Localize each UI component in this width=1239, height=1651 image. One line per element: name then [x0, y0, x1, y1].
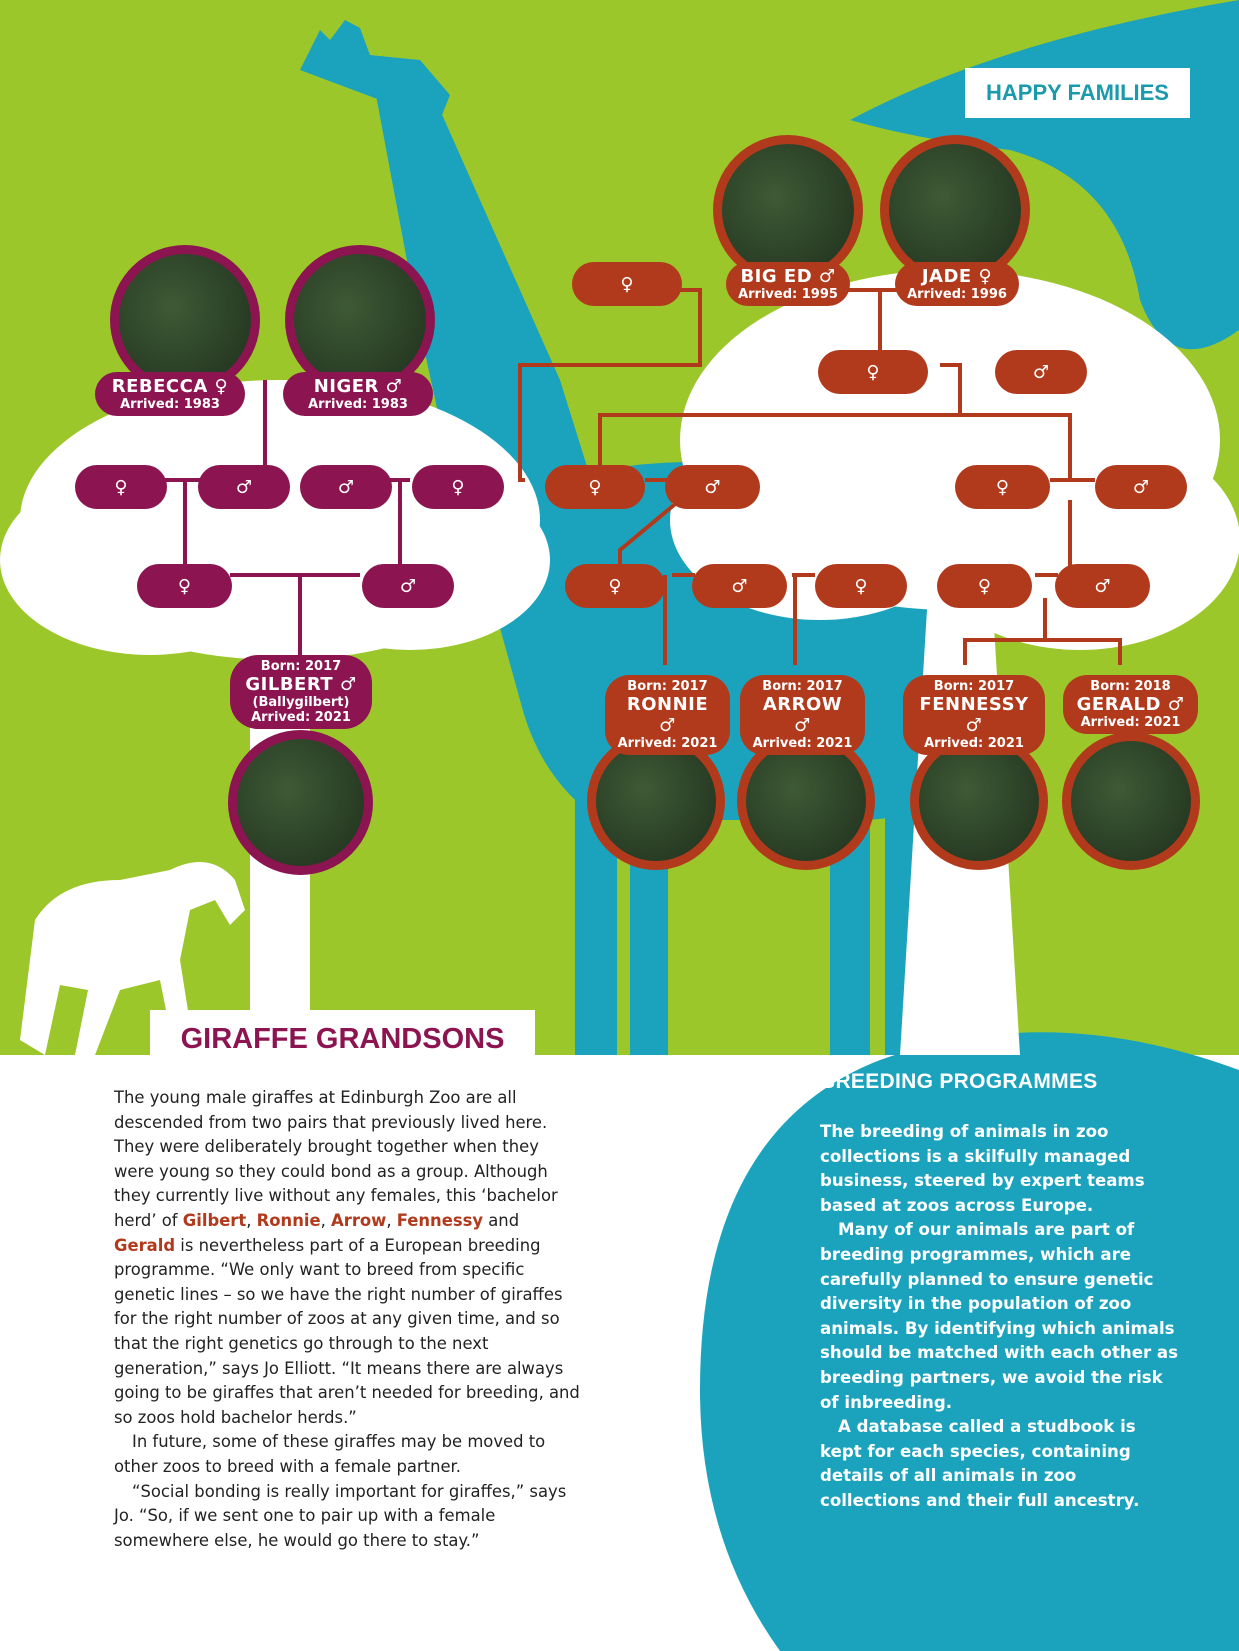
rebecca-name: REBECCA ♀: [111, 376, 229, 397]
female-pill: ♀: [818, 350, 928, 394]
label-ronnie: [605, 675, 730, 755]
section-tag: HAPPY FAMILIES: [965, 68, 1190, 118]
female-pill: ♀: [937, 564, 1032, 608]
photo-gerald: [1062, 732, 1200, 870]
photo-gilbert: [228, 730, 373, 875]
gilbert-name: GILBERT ♂: [245, 674, 357, 695]
article-body: [114, 1086, 584, 1553]
separator: ,: [320, 1210, 332, 1230]
jade-name: JADE ♀: [921, 266, 993, 287]
gilbert-alias: (Ballygilbert): [252, 695, 350, 710]
ronnie-name: RONNIE ♂: [626, 694, 709, 736]
male-pill: ♂: [692, 564, 787, 608]
male-pill: ♂: [198, 465, 290, 509]
label-fennessy: [903, 675, 1045, 755]
male-pill: ♂: [300, 465, 392, 509]
ronnie-born: Born: 2017: [627, 679, 708, 694]
article-paragraph: “Social bonding is really important for giraffes,” says Jo. “So, if we sent one to pair up with a female somewhere else, he would go there to stay.”: [114, 1481, 567, 1550]
sidebar-paragraph: Many of our animals are part of breeding programmes, which are carefully planned to ensure genetic diversity in the population of zoo animals. By identifying which animals should be matched with each other as breeding partners, we avoid the risk of inbreeding.: [820, 1220, 1178, 1412]
niger-name: NIGER ♂: [313, 376, 403, 397]
sidebar-heading: BREEDING PROGRAMMES: [820, 1070, 1098, 1093]
label-gerald: [1063, 675, 1198, 734]
name-fennessy: Fennessy: [396, 1210, 484, 1230]
separator: ,: [386, 1210, 397, 1230]
male-pill: ♂: [1055, 564, 1150, 608]
female-pill: ♀: [955, 465, 1050, 509]
gilbert-born: Born: 2017: [260, 659, 342, 674]
male-pill: ♂: [362, 564, 454, 608]
gerald-arrived: Arrived: 2021: [1080, 715, 1181, 730]
article-paragraph: In future, some of these giraffes may be moved to other zoos to breed with a female partner.: [114, 1432, 546, 1476]
breeding-sidebar: [820, 1070, 1180, 1514]
male-pill: ♂: [665, 465, 760, 509]
separator: ,: [246, 1210, 257, 1230]
jade-arrived: Arrived: 1996: [907, 287, 1007, 302]
male-pill: ♂: [1095, 465, 1187, 509]
label-rebecca: [95, 372, 245, 416]
label-arrow: [740, 675, 865, 755]
separator-and: and: [483, 1210, 520, 1230]
gilbert-arrived: Arrived: 2021: [251, 710, 351, 725]
gerald-name: GERALD ♂: [1076, 694, 1185, 715]
ronnie-arrived: Arrived: 2021: [617, 736, 718, 751]
fennessy-name: FENNESSY ♂: [919, 694, 1029, 736]
niger-arrived: Arrived: 1983: [308, 397, 408, 412]
rebecca-arrived: Arrived: 1983: [120, 397, 220, 412]
female-pill: ♀: [572, 262, 682, 306]
arrow-arrived: Arrived: 2021: [752, 736, 853, 751]
name-gilbert: Gilbert: [182, 1210, 247, 1230]
label-gilbert: [230, 655, 372, 729]
name-ronnie: Ronnie: [256, 1210, 321, 1230]
big-ed-arrived: Arrived: 1995: [738, 287, 838, 302]
sidebar-paragraph: The breeding of animals in zoo collections is a skilfully managed business, steered by expert teams based at zoos across Europe.: [820, 1122, 1145, 1215]
gerald-born: Born: 2018: [1090, 679, 1171, 694]
label-niger: [283, 372, 433, 416]
female-pill: ♀: [815, 564, 907, 608]
female-pill: ♀: [412, 465, 504, 509]
female-pill: ♀: [565, 564, 665, 608]
article-paragraph: [114, 1086, 584, 1430]
male-pill: ♂: [995, 350, 1087, 394]
label-jade: [895, 262, 1019, 306]
name-arrow: Arrow: [331, 1210, 387, 1230]
article-heading: GIRAFFE GRANDSONS: [150, 1010, 535, 1068]
sidebar-paragraph: A database called a studbook is kept for each species, containing details of all animals in zoo collections and their full ancestry.: [820, 1417, 1140, 1510]
article-p1-b: is nevertheless part of a European breeding programme. “We only want to breed from specific genetic lines – so we have the right number of giraffes for the right number of zoos at any given time, and so that the right genetics go through to the next generation,” says Jo Elliott. “It means there are always going to be giraffes that aren’t needed for breeding, and so zoos hold bachelor herds.”: [114, 1235, 580, 1427]
name-gerald: Gerald: [114, 1235, 176, 1255]
female-pill: ♀: [137, 564, 232, 608]
fennessy-born: Born: 2017: [933, 679, 1015, 694]
article-p1-a: The young male giraffes at Edinburgh Zoo are all descended from two pairs that previously lived here. They were deliberately brought together when they were young so they could bond as a group. Although they currently live without any females, this ‘bachelor herd’ of: [114, 1088, 558, 1230]
fennessy-arrived: Arrived: 2021: [924, 736, 1024, 751]
female-pill: ♀: [75, 465, 167, 509]
big-ed-name: BIG ED ♂: [740, 266, 836, 287]
arrow-born: Born: 2017: [762, 679, 843, 694]
female-pill: ♀: [545, 465, 645, 509]
arrow-name: ARROW ♂: [762, 694, 843, 736]
label-big-ed: [726, 262, 850, 306]
